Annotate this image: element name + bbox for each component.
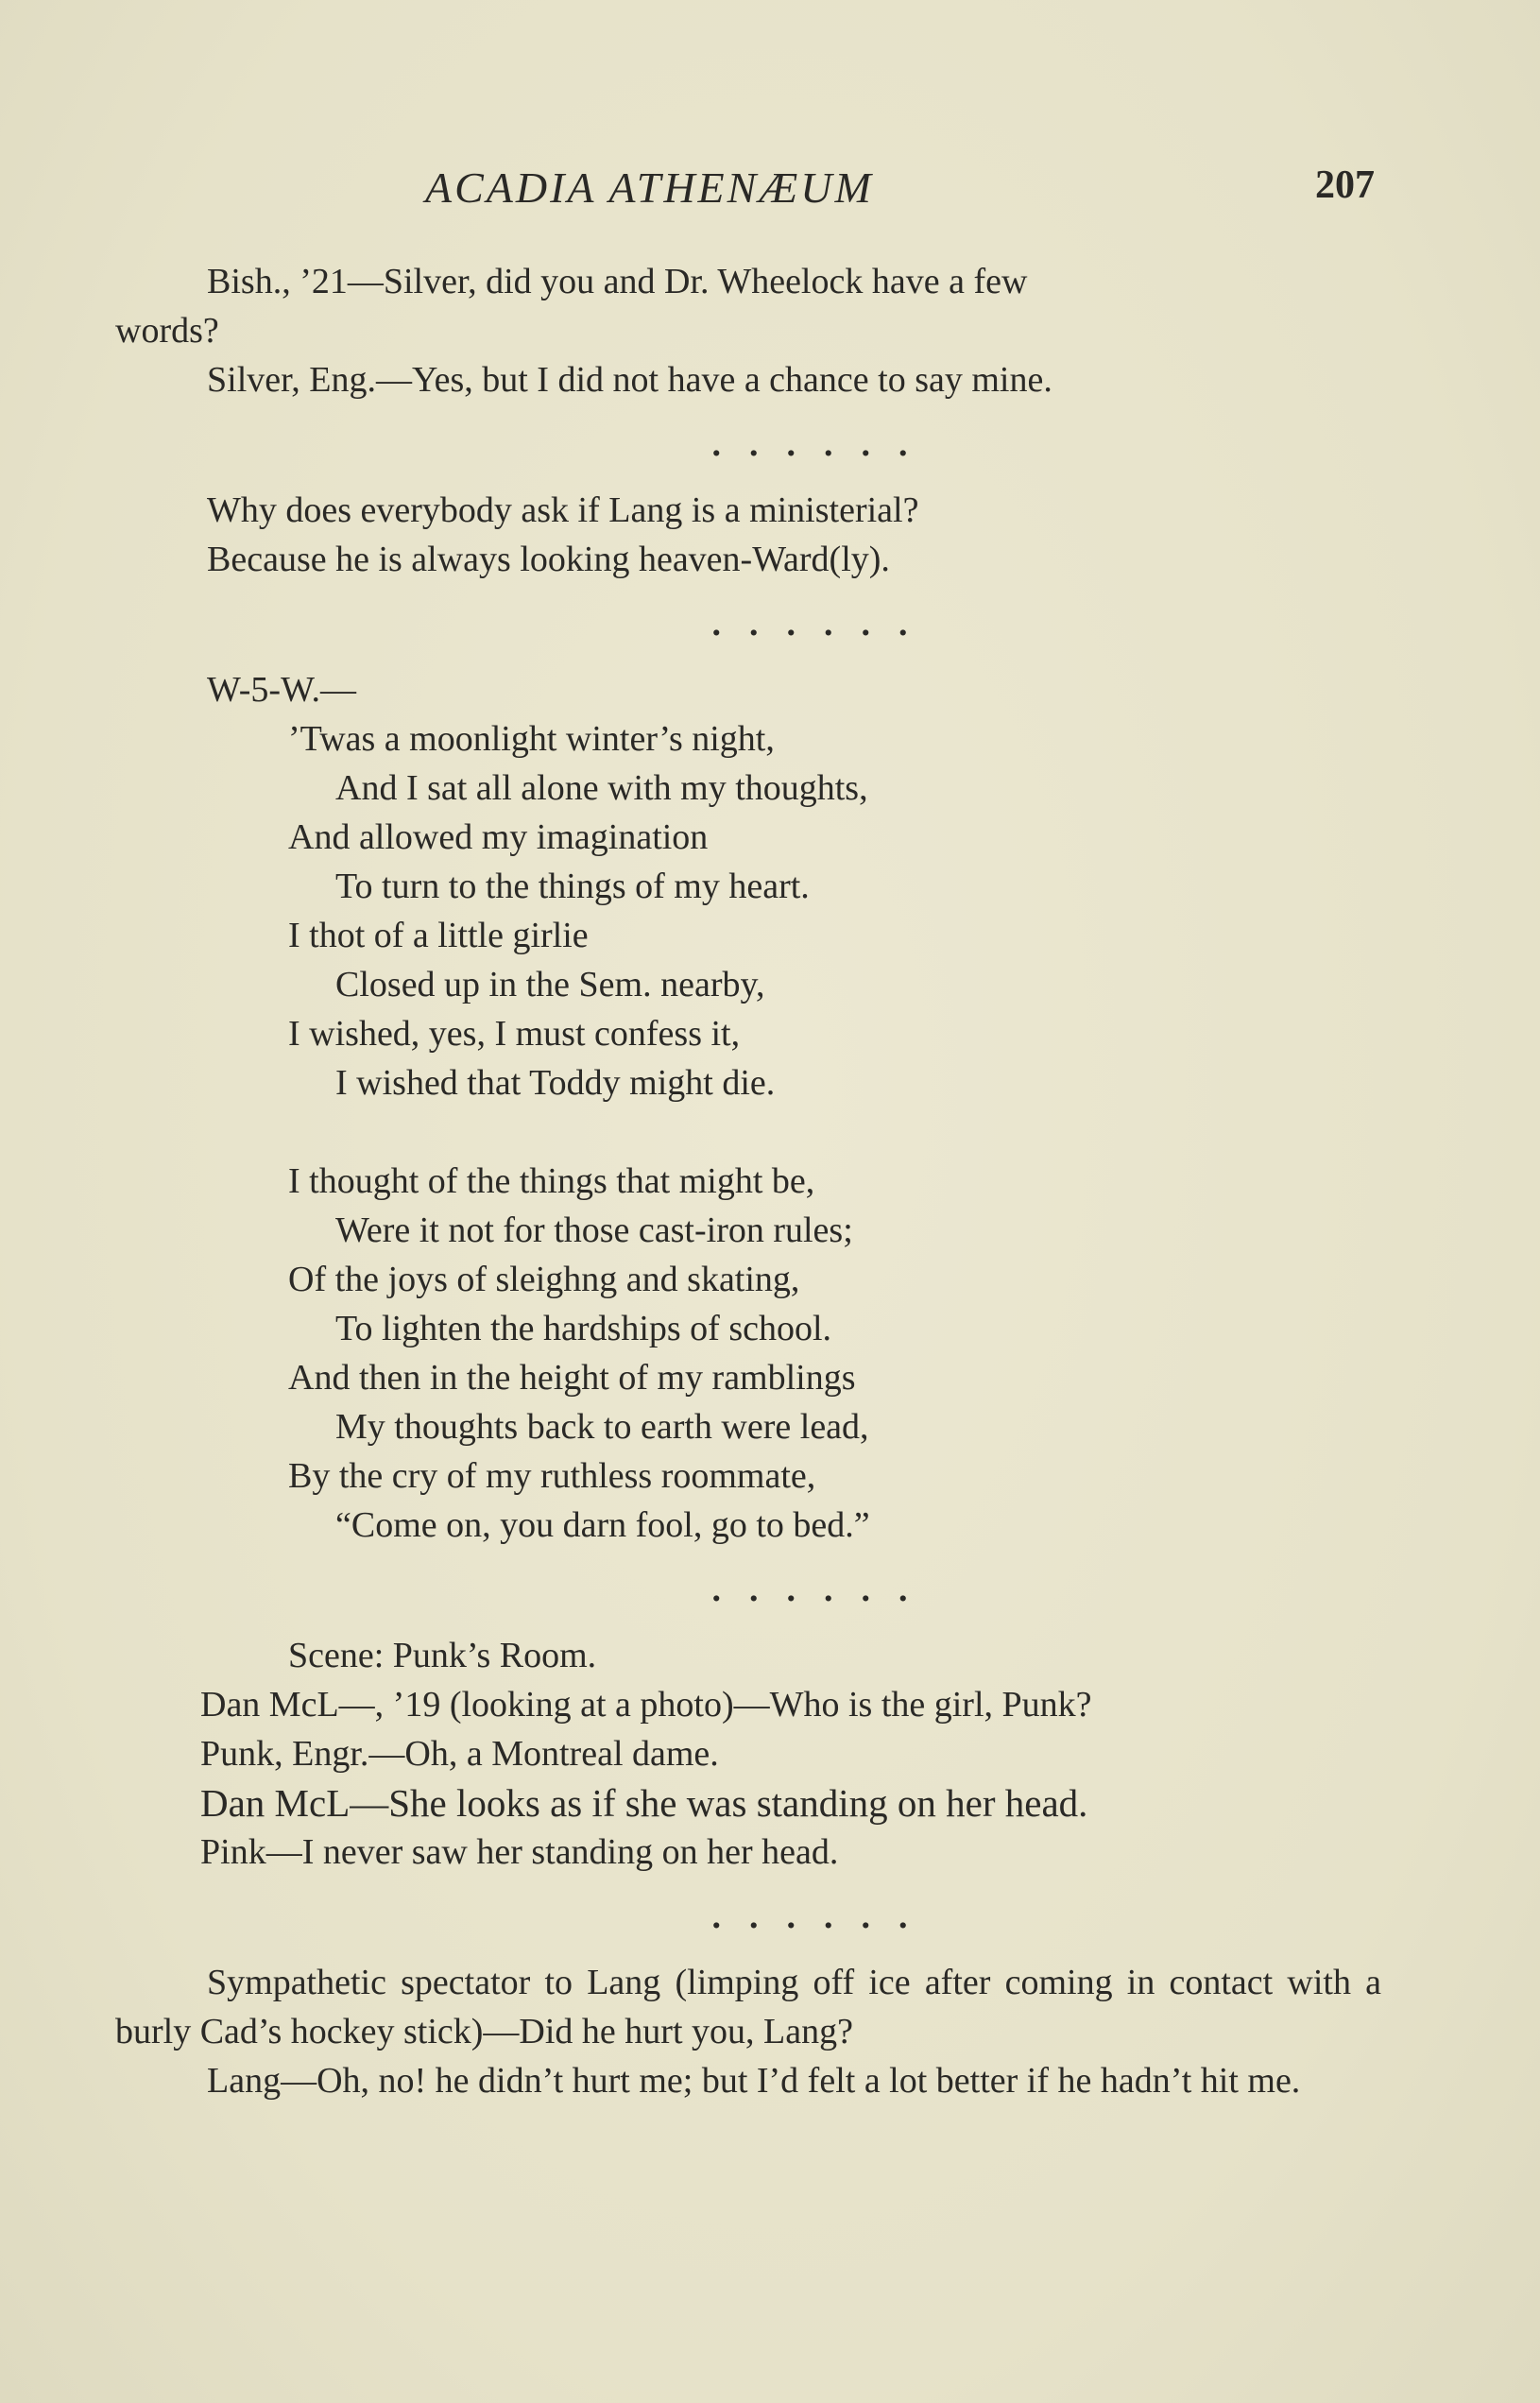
poem-line: My thoughts back to earth were lead, (335, 1407, 869, 1447)
poem-line: “Come on, you darn fool, go to bed.” (335, 1505, 870, 1545)
anecdote-paragraph: Lang—Oh, no! he didn’t hurt me; but I’d felt a lot better if he hadn’t hit me. (207, 2061, 1301, 2101)
poem-line: ’Twas a moonlight winter’s night, (288, 719, 775, 759)
dialogue-line: Dan McL—, ’19 (looking at a photo)—Who is the girl, Punk? (200, 1685, 1092, 1725)
separator-dots: ...... (711, 1570, 936, 1609)
dialogue-line: Silver, Eng.—Yes, but I did not have a chance to say mine. (207, 360, 1052, 400)
page-number: 207 (1315, 163, 1375, 207)
dialogue-line: Dan McL—She looks as if she was standing on her head. (200, 1781, 1088, 1825)
poem-line: I wished, yes, I must confess it, (288, 1014, 741, 1054)
poem-line: Of the joys of sleighng and skating, (288, 1260, 800, 1299)
poem-line: To turn to the things of my heart. (335, 867, 810, 906)
dialogue-line: Pink—I never saw her standing on her head. (200, 1832, 839, 1872)
poem-stanza-1 (288, 714, 1381, 1107)
poem-line: And then in the height of my ramblings (288, 1358, 856, 1398)
poem-line: I wished that Toddy might die. (335, 1063, 776, 1103)
separator-dots: ...... (711, 1897, 936, 1936)
poem-line: To lighten the hardships of school. (335, 1309, 832, 1348)
running-title: ACADIA ATHENÆUM (425, 163, 874, 212)
poem-line: Were it not for those cast-iron rules; (335, 1210, 853, 1250)
dialogue-line: Punk, Engr.—Oh, a Montreal dame. (200, 1734, 719, 1774)
dialogue-line: Bish., ’21—Silver, did you and Dr. Wheelock have a few (207, 262, 1028, 301)
poem-line: I thought of the things that might be, (288, 1161, 815, 1201)
page-header (0, 163, 1540, 219)
poem-line: I thot of a little girlie (288, 916, 589, 955)
page-body (115, 257, 1381, 2105)
dialogue-line-continuation: words? (115, 311, 219, 351)
joke-question: Why does everybody ask if Lang is a ministerial? (207, 490, 919, 530)
poem-line: Closed up in the Sem. nearby, (335, 965, 765, 1004)
joke-answer: Because he is always looking heaven-Ward(ly). (207, 540, 890, 579)
poem-line: And I sat all alone with my thoughts, (335, 768, 868, 808)
anecdote-paragraph: Sympathetic spectator to Lang (limping off ice after coming in contact with a burly Cad’s hockey stick)—Did he hurt you, Lang? (115, 1963, 1381, 2051)
poem-line: And allowed my imagination (288, 817, 709, 857)
scene-heading: Scene: Punk’s Room. (288, 1636, 597, 1675)
poem-stanza-2 (288, 1157, 1381, 1550)
poem-line: By the cry of my ruthless roommate, (288, 1456, 816, 1496)
poem-label: W-5-W.— (207, 670, 356, 710)
separator-dots: ...... (711, 424, 936, 464)
separator-dots: ...... (711, 604, 936, 644)
